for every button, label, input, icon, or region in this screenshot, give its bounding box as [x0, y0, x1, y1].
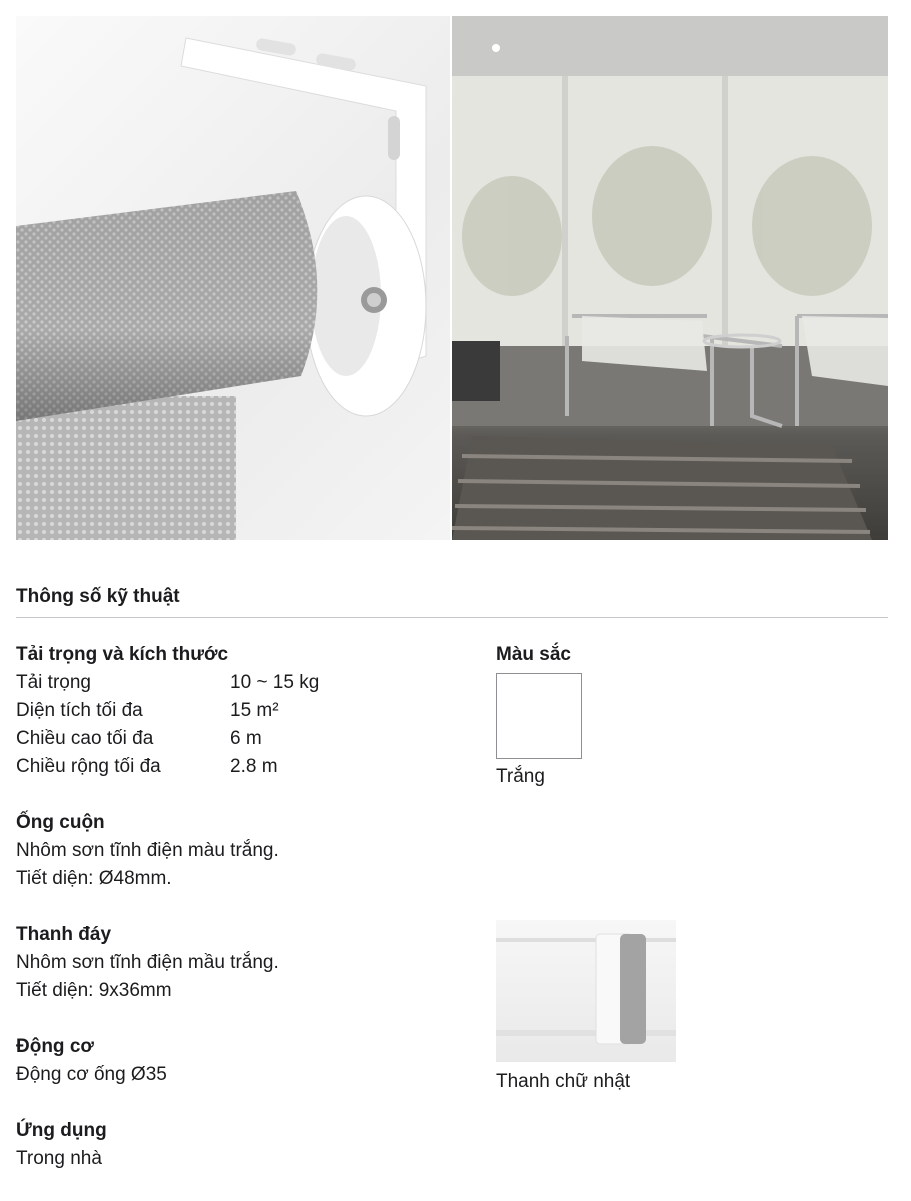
application-group: [16, 1117, 476, 1173]
bottom-bar-group: [16, 921, 476, 1005]
motor-type: Động cơ ống Ø35: [16, 1064, 167, 1085]
spec-label: Chiều rộng tối đa: [16, 756, 161, 777]
tube-section: Tiết diện: Ø48mm.: [16, 868, 172, 889]
spec-value: 15 m²: [230, 700, 279, 721]
load-size-group: [16, 641, 476, 781]
spec-value: 2.8 m: [230, 756, 278, 777]
color-swatch-white[interactable]: [496, 673, 582, 759]
spec-value: 6 m: [230, 728, 262, 749]
spec-label: Tải trọng: [16, 672, 91, 693]
bar-shape-name: Thanh chữ nhật: [496, 1071, 631, 1092]
spec-value: 10 ~ 15 kg: [230, 672, 320, 693]
spec-column: [16, 641, 476, 1201]
color-heading: Màu sắc: [496, 644, 571, 665]
tube-material: Nhôm sơn tĩnh điện màu trắng.: [16, 840, 279, 861]
spec-row-width: [16, 753, 476, 781]
spec-row-load: [16, 669, 476, 697]
spec-row-height: [16, 725, 476, 753]
bottom-bar-section: Tiết diện: 9x36mm: [16, 980, 172, 1001]
spec-label: Diện tích tối đa: [16, 700, 143, 721]
tube-group: [16, 809, 476, 893]
bottom-bar-heading: Thanh đáy: [16, 924, 112, 945]
application-value: Trong nhà: [16, 1148, 102, 1169]
roller-closeup-image: [16, 16, 450, 540]
section-title: Thông số kỹ thuật: [16, 586, 180, 607]
load-size-heading: Tải trọng và kích thước: [16, 644, 229, 665]
color-name: Trắng: [496, 766, 545, 787]
color-column: [496, 641, 796, 791]
section-divider: [16, 617, 888, 618]
motor-group: [16, 1033, 476, 1089]
hero-images: [16, 16, 888, 540]
bottom-bar-material: Nhôm sơn tĩnh điện mầu trắng.: [16, 952, 279, 973]
spec-row-area: [16, 697, 476, 725]
application-heading: Ứng dụng: [16, 1120, 107, 1141]
room-scene-image: [452, 16, 888, 540]
spec-label: Chiều cao tối đa: [16, 728, 154, 749]
tube-heading: Ống cuộn: [16, 812, 105, 833]
motor-heading: Động cơ: [16, 1036, 94, 1057]
bottom-bar-image: [496, 920, 676, 1062]
